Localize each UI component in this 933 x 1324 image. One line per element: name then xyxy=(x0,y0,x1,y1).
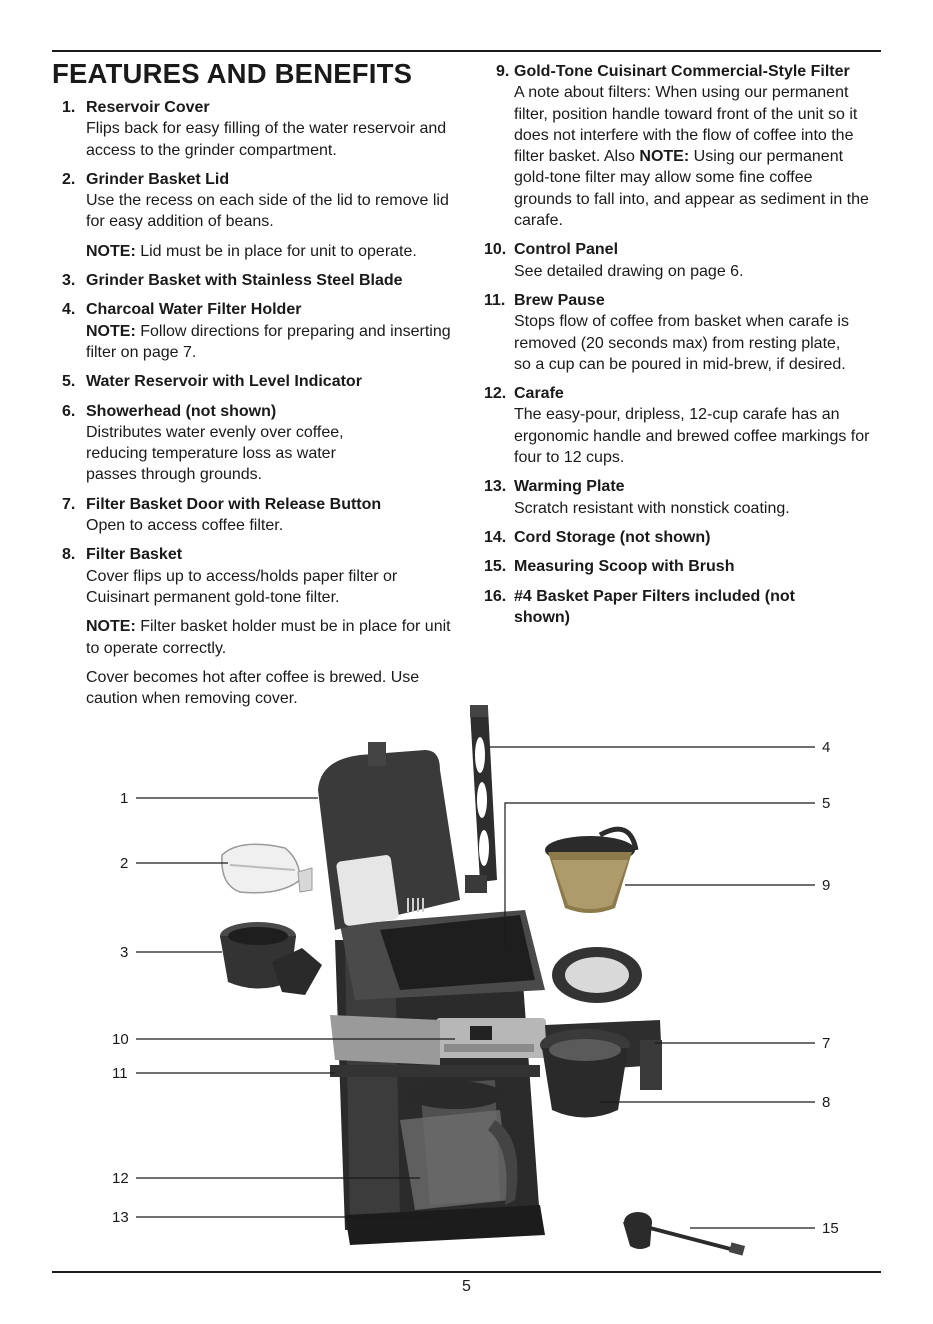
callout-7: 7 xyxy=(822,1035,831,1052)
callout-8: 8 xyxy=(822,1094,831,1111)
feature-item-9 xyxy=(484,61,886,231)
feature-title: Cord Storage (not shown) xyxy=(514,528,711,546)
feature-title: Filter Basket xyxy=(86,546,183,564)
feature-number: 4. xyxy=(62,301,76,319)
feature-item-6 xyxy=(62,401,462,486)
feature-title: Grinder Basket with Stainless Steel Blade xyxy=(86,272,403,290)
callout-15: 15 xyxy=(822,1220,839,1237)
coffee-maker-diagram xyxy=(0,700,933,1270)
feature-note xyxy=(86,321,462,364)
callout-5: 5 xyxy=(822,795,831,812)
measuring-scoop-illustration xyxy=(623,1212,745,1256)
feature-number: 2. xyxy=(62,170,76,188)
feature-title: Reservoir Cover xyxy=(86,99,210,116)
feature-body xyxy=(514,82,874,231)
callout-11: 11 xyxy=(112,1065,128,1082)
feature-body-text: A note about filters: When using our permanent filter, position handle toward front of the unit so it does not interfere with the flow of coffee into the filter basket. Also xyxy=(514,84,858,166)
note-label: NOTE: xyxy=(86,242,136,260)
callout-2: 2 xyxy=(120,855,129,872)
feature-title: Brew Pause xyxy=(514,291,605,309)
callout-9: 9 xyxy=(822,877,831,894)
feature-title: Showerhead (not shown) xyxy=(86,402,277,420)
feature-body: Open to access coffee filter. xyxy=(86,517,284,535)
feature-title: Measuring Scoop with Brush xyxy=(514,558,735,576)
feature-item-4 xyxy=(62,299,462,363)
feature-body: Stops flow of coffee from basket when carafe is removed (20 seconds max) from resting plate, so a cup can be poured in mid-brew, if desired. xyxy=(514,313,849,373)
reservoir-cover-illustration xyxy=(318,742,460,930)
page-title: FEATURES AND BENEFITS xyxy=(52,58,413,89)
feature-item-12 xyxy=(484,383,886,468)
feature-title: Control Panel xyxy=(514,241,619,259)
feature-item-16 xyxy=(484,586,886,629)
feature-number: 13. xyxy=(484,478,507,496)
feature-item-7 xyxy=(62,494,462,537)
feature-item-8 xyxy=(62,544,462,709)
feature-number: 14. xyxy=(484,528,507,546)
feature-body: The easy-pour, dripless, 12-cup carafe has an ergonomic handle and brewed coffee markings for four to 12 cups. xyxy=(514,406,870,467)
feature-number: 16. xyxy=(484,587,507,605)
feature-body: Scratch resistant with nonstick coating. xyxy=(514,499,790,517)
feature-item-2 xyxy=(62,169,462,262)
feature-note xyxy=(86,616,462,659)
feature-number: 1. xyxy=(62,99,76,116)
features-right-column xyxy=(484,61,886,636)
feature-title: Water Reservoir with Level Indicator xyxy=(86,373,362,391)
feature-body: Flips back for easy filling of the water reservoir and access to the grinder compartment. xyxy=(86,120,447,159)
feature-caution: Cover becomes hot after coffee is brewed. Use caution when removing cover. xyxy=(86,668,420,708)
callout-3: 3 xyxy=(120,944,129,961)
feature-title: Gold-Tone Cuisinart Commercial-Style Filter xyxy=(514,63,850,80)
feature-body: Distributes water evenly over coffee, reducing temperature loss as water passes through grounds. xyxy=(86,423,344,484)
note-label: NOTE: xyxy=(86,618,136,636)
callout-10: 10 xyxy=(112,1031,129,1048)
feature-body: Cover flips up to access/holds paper filter or Cuisinart permanent gold-tone filter. xyxy=(86,567,398,606)
feature-title: #4 Basket Paper Filters included (not shown) xyxy=(514,587,795,626)
feature-number: 7. xyxy=(62,495,76,513)
feature-title: Grinder Basket Lid xyxy=(86,170,230,188)
grinder-basket-illustration xyxy=(220,922,322,995)
callout-line-5 xyxy=(505,803,815,945)
feature-number: 10. xyxy=(484,241,507,259)
feature-item-15 xyxy=(484,556,886,577)
water-filter-holder-illustration xyxy=(465,705,497,893)
feature-item-14 xyxy=(484,527,886,548)
feature-number: 5. xyxy=(62,373,76,391)
bottom-rule xyxy=(52,1271,881,1273)
note-label: NOTE: xyxy=(86,322,136,340)
feature-item-10 xyxy=(484,239,886,282)
feature-number: 11. xyxy=(484,291,506,309)
callout-1: 1 xyxy=(120,790,129,807)
feature-number: 8. xyxy=(62,546,76,564)
note-text: Follow directions for preparing and inserting filter on page 7. xyxy=(86,322,451,361)
feature-item-11 xyxy=(484,290,886,375)
feature-note xyxy=(86,241,462,262)
filter-basket-illustration xyxy=(540,947,662,1118)
feature-number: 15. xyxy=(484,558,507,576)
feature-number: 9. xyxy=(496,63,510,80)
feature-item-13 xyxy=(484,476,886,519)
feature-title: Charcoal Water Filter Holder xyxy=(86,301,302,319)
callout-4: 4 xyxy=(822,739,831,756)
features-left-column xyxy=(62,97,462,717)
feature-body: Use the recess on each side of the lid to remove lid for easy addition of beans. xyxy=(86,192,449,231)
feature-item-1 xyxy=(62,97,462,161)
feature-title: Filter Basket Door with Release Button xyxy=(86,495,382,513)
feature-item-3 xyxy=(62,270,462,291)
feature-number: 3. xyxy=(62,272,76,290)
feature-number: 6. xyxy=(62,402,76,420)
page-number: 5 xyxy=(462,1278,471,1295)
feature-title: Warming Plate xyxy=(514,478,625,496)
callout-13: 13 xyxy=(112,1209,129,1226)
grinder-lid-illustration xyxy=(222,844,312,893)
gold-tone-filter-illustration xyxy=(545,829,636,913)
note-label: NOTE: xyxy=(639,148,690,166)
callout-12: 12 xyxy=(112,1170,129,1187)
top-rule xyxy=(52,50,881,52)
coffee-maker-illustration xyxy=(330,910,546,1245)
feature-number: 12. xyxy=(484,385,507,403)
note-text: Using our permanent gold-tone filter may allow some fine coffee grounds to fall into, and appear as sediment in the carafe. xyxy=(514,148,869,230)
note-text: Filter basket holder must be in place for unit to operate correctly. xyxy=(86,618,451,657)
note-text: Lid must be in place for unit to operate. xyxy=(135,242,417,260)
feature-body: See detailed drawing on page 6. xyxy=(514,262,744,280)
feature-item-5 xyxy=(62,371,462,392)
feature-title: Carafe xyxy=(514,385,564,403)
